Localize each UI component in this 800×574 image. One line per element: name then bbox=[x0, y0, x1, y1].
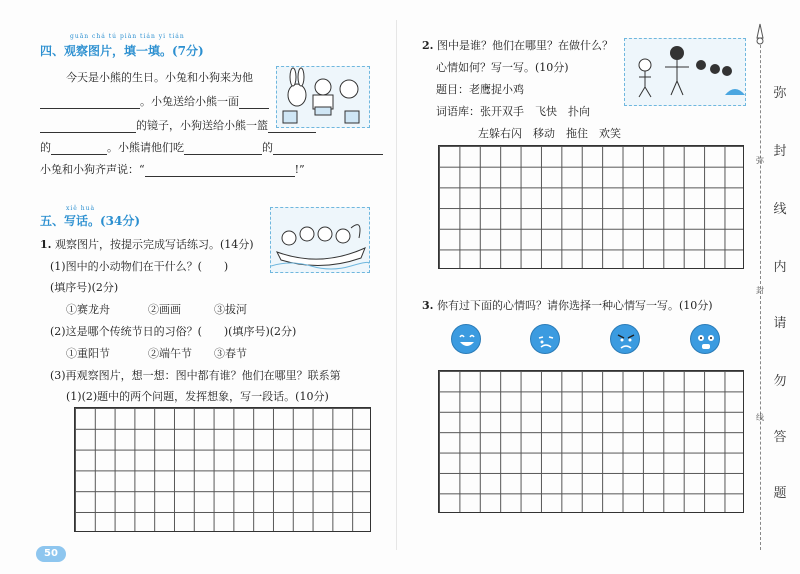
q1-option-2[interactable]: ②画画 bbox=[148, 303, 181, 316]
q2-option-3[interactable]: ③春节 bbox=[214, 347, 247, 360]
angry-face-icon[interactable] bbox=[610, 324, 640, 354]
animals-birthday-icon bbox=[277, 67, 369, 127]
blank-5[interactable] bbox=[51, 143, 107, 155]
q3-heading: 3. 你有过下面的心情吗？请你选择一种心情写一写。(10分) bbox=[422, 299, 713, 312]
side-notice-char-4: 内 bbox=[773, 260, 787, 275]
scissors-icon bbox=[752, 22, 768, 46]
children-playing-icon bbox=[625, 39, 745, 105]
side-notice-char-8: 题 bbox=[773, 486, 787, 501]
side-notice-char-6: 勿 bbox=[773, 374, 787, 389]
section4-title: 四、观察图片，填一填。(7分) bbox=[40, 44, 204, 58]
sec4-line5: 小兔和小狗齐声说：“ !” bbox=[40, 163, 305, 176]
side-notice-char-3: 线 bbox=[773, 202, 787, 217]
side-notice-char-7: 答 bbox=[773, 430, 787, 445]
q2-line3: 题目：老鹰捉小鸡 bbox=[436, 83, 524, 96]
sad-face-icon[interactable] bbox=[530, 324, 560, 354]
q2-line2: 心情如何？写一写。(10分) bbox=[436, 61, 569, 74]
side-notice-char-2: 封 bbox=[773, 144, 787, 159]
q1-option-3[interactable]: ③拔河 bbox=[214, 303, 247, 316]
seal-small-1: 弥 bbox=[756, 156, 764, 165]
blank-1[interactable] bbox=[40, 97, 140, 109]
game-illustration bbox=[624, 38, 746, 106]
sec4-line4: 的 。小熊请他们吃 的 bbox=[40, 139, 383, 155]
seal-small-3: 线 bbox=[756, 413, 764, 422]
blank-7[interactable] bbox=[273, 143, 383, 155]
q1-sub2: (2)这是哪个传统节日的习俗？( )(填序号)(2分) bbox=[50, 325, 297, 338]
section4-pinyin: guān chá tú piàn tián yi tián bbox=[70, 33, 185, 40]
q1-sub1b: (填序号)(2分) bbox=[50, 281, 119, 294]
q2-option-1[interactable]: ①重阳节 bbox=[66, 347, 110, 360]
page-number: 50 bbox=[36, 546, 66, 562]
happy-face-icon[interactable] bbox=[451, 324, 481, 354]
page-divider bbox=[396, 20, 397, 550]
right-writing-grid-1[interactable] bbox=[438, 145, 744, 269]
q2-line5: 左躲右闪 移动 拖住 欢笑 bbox=[478, 127, 621, 140]
q1-sub1: (1)图中的小动物们在干什么？( ) bbox=[50, 260, 229, 273]
side-notice-char-1: 弥 bbox=[773, 86, 787, 101]
dragon-boat-illustration bbox=[270, 207, 370, 273]
q1-sub3b: (1)(2)题中的两个问题，发挥想象，写一段话。(10分) bbox=[66, 390, 329, 403]
left-writing-grid[interactable] bbox=[74, 407, 371, 532]
q1-heading: 1. 观察图片，按提示完成写话练习。(14分) bbox=[40, 238, 254, 251]
sec4-line1: 今天是小熊的生日。小兔和小狗来为他 bbox=[66, 71, 253, 84]
blank-3[interactable] bbox=[40, 121, 136, 133]
dragon-boat-icon bbox=[271, 208, 369, 272]
section5-pinyin: xiě huà bbox=[66, 205, 96, 212]
q2-line1: 2. 图中是谁？他们在哪里？在做什么？ bbox=[422, 39, 613, 52]
blank-8[interactable] bbox=[145, 165, 295, 177]
section5-title: 五、写话。(34分) bbox=[40, 214, 141, 228]
q1-sub3: (3)再观察图片，想一想：图中都有谁？他们在哪里？联系第 bbox=[50, 369, 341, 382]
sec4-line3: 的镜子，小狗送给小熊一篮 bbox=[40, 117, 316, 133]
seal-small-2: 封 bbox=[756, 286, 764, 295]
blank-6[interactable] bbox=[184, 143, 262, 155]
q1-option-1[interactable]: ①赛龙舟 bbox=[66, 303, 110, 316]
scared-face-icon[interactable] bbox=[690, 324, 720, 354]
q2-line4: 词语库：张开双手 飞快 扑向 bbox=[436, 105, 590, 118]
sec4-line2: 。小兔送给小熊一面 bbox=[40, 93, 269, 109]
blank-2[interactable] bbox=[239, 97, 269, 109]
q2-option-2[interactable]: ②端午节 bbox=[148, 347, 192, 360]
side-notice-char-5: 请 bbox=[773, 316, 787, 331]
right-writing-grid-2[interactable] bbox=[438, 370, 744, 513]
birthday-illustration bbox=[276, 66, 370, 128]
